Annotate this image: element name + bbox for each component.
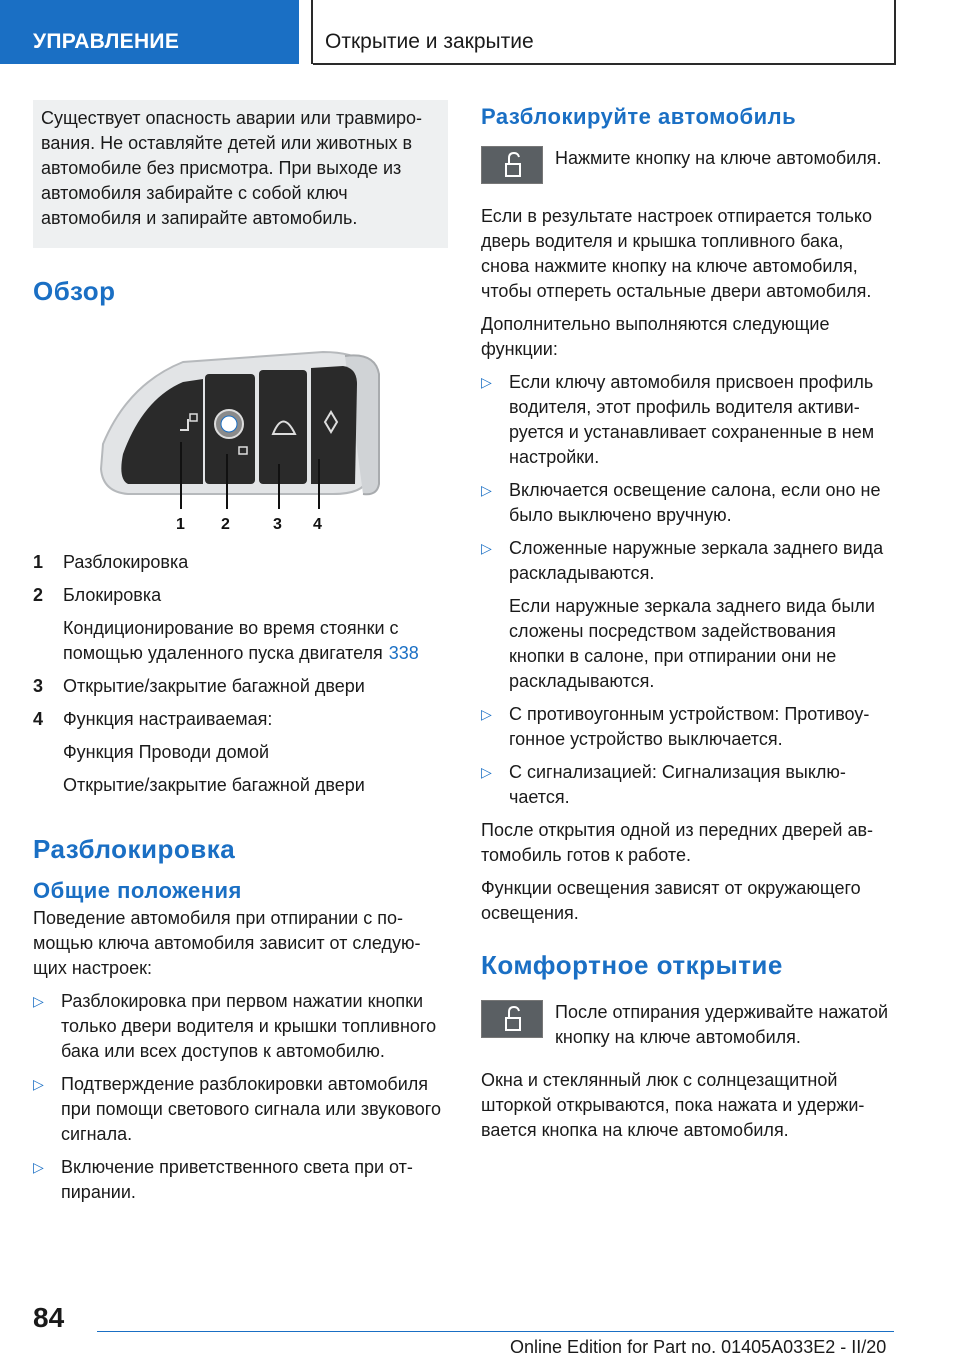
- legend-text: Открытие/закрытие багажной двери: [63, 775, 365, 795]
- header-divider: [311, 0, 313, 64]
- unlock-heading: Разблокировка: [33, 834, 236, 864]
- legend-text: Функция настраиваемая:: [63, 709, 273, 729]
- list-item: [33, 1072, 448, 1147]
- triangle-bullet-icon: ▷: [481, 706, 492, 722]
- callout-4: 4: [313, 516, 322, 533]
- triangle-bullet-icon: ▷: [481, 482, 492, 498]
- triangle-bullet-icon: ▷: [481, 540, 492, 556]
- comfort-button-row: [481, 1000, 896, 1050]
- comfort-p1: Окна и стеклянный люк с солнцезащитной шторкой открываются, пока нажата и удерживается кнопка на ключе автомобиля.: [481, 1070, 865, 1140]
- key-fob-illustration: [33, 344, 448, 534]
- legend-text: Блокировка: [63, 585, 162, 605]
- callout-3: 3: [273, 516, 282, 533]
- page-number: 84: [33, 1302, 65, 1333]
- section-title: УПРАВЛЕНИЕ: [33, 30, 180, 53]
- legend-num: 2: [33, 585, 44, 605]
- unlock-car-p2: Дополнительно выполняются следующие функции:: [481, 314, 830, 359]
- chapter-title: Открытие и закрытие: [325, 30, 534, 53]
- header-right-rule: [894, 0, 896, 65]
- unlock-intro: Поведение автомобиля при отпирании с помощью ключа автомобиля зависит от следующих настроек:: [33, 908, 421, 978]
- legend-num: 3: [33, 676, 44, 696]
- triangle-bullet-icon: ▷: [33, 1159, 44, 1175]
- list-item: [33, 989, 448, 1064]
- list-item-text: Сложенные наружные зеркала заднего вида раскладываются.: [509, 538, 884, 583]
- list-item: [481, 536, 896, 694]
- unlock-button-icon: [481, 146, 543, 184]
- comfort-heading: Комфортное открытие: [481, 950, 783, 980]
- warning-box: [33, 100, 448, 248]
- unlock-settings-list: [33, 989, 448, 1205]
- section-tab: [0, 0, 299, 64]
- legend-text: Кондиционирование во время стоянки с помощью удаленного пуска двигателя: [63, 618, 399, 663]
- list-item-text: Подтверждение разблокировки автомобиля при помощи светового сигнала или звукового сигнала.: [61, 1074, 441, 1144]
- triangle-bullet-icon: ▷: [481, 764, 492, 780]
- unlock-car-p1: Если в результате настроек отпирается только дверь водителя и крышка топливного бака, снова нажмите кнопку на ключе автомобиля, чтобы отпереть остальные двери автомобиля.: [481, 206, 873, 301]
- legend-num: 4: [33, 709, 44, 729]
- triangle-bullet-icon: ▷: [481, 374, 492, 390]
- list-item: [481, 370, 896, 470]
- unlock-functions-list: [481, 370, 896, 810]
- list-item-note: Если наружные зеркала заднего вида были сложены посредством задействования кнопки в салоне, при отпирании они не раскладываются.: [509, 596, 875, 691]
- key-legend: [33, 550, 448, 798]
- list-item: [33, 1155, 448, 1205]
- general-subheading: Общие положения: [33, 878, 242, 903]
- left-column: [33, 100, 448, 1213]
- list-item-text: Включается освещение салона, если оно не было выключено вручную.: [509, 480, 881, 525]
- legend-num: [33, 773, 63, 798]
- list-item-text: Если ключу автомобиля присвоен профиль водителя, этот профиль водителя активируется и устанавливает сохраненные в нем настройки.: [509, 372, 875, 467]
- callout-2: 2: [221, 516, 230, 533]
- comfort-button-text: После отпирания удерживайте нажатой кнопку на ключе автомобиля.: [555, 1002, 889, 1047]
- list-item-text: С противоугонным устройством: Противоугонное устройство выключается.: [509, 704, 870, 749]
- legend-text: Функция Проводи домой: [63, 742, 270, 762]
- triangle-bullet-icon: ▷: [33, 1076, 44, 1092]
- unlock-car-heading: Разблокируйте автомобиль: [481, 104, 797, 129]
- unlock-button-row: [481, 146, 896, 184]
- legend-item: [63, 616, 448, 666]
- edition-text: Online Edition for Part no. 01405A033E2 - II/20: [510, 1337, 887, 1357]
- unlock-button-icon: [481, 1000, 543, 1038]
- footer-rule: [97, 1331, 894, 1332]
- list-item: [481, 478, 896, 528]
- legend-text: Разблокировка: [63, 552, 189, 572]
- overview-heading: Обзор: [33, 276, 116, 306]
- unlock-car-p4: Функции освещения зависят от окружающего освещения.: [481, 878, 861, 923]
- right-column: [481, 100, 896, 1151]
- unlock-car-p3: После открытия одной из передних дверей автомобиль готов к работе.: [481, 820, 874, 865]
- unlock-button-text: Нажмите кнопку на ключе автомобиля.: [555, 148, 882, 168]
- list-item: [481, 760, 896, 810]
- legend-num: [33, 616, 63, 666]
- header-rule: [313, 63, 896, 65]
- legend-num: 1: [33, 552, 44, 572]
- warning-text: Существует опасность аварии или травмирования. Не оставляйте детей или животных в автомобиле без присмотра. При выходе из автомобиля забирайте с собой ключ автомобиля и запирайте автомобиль.: [41, 108, 423, 228]
- list-item: [481, 702, 896, 752]
- list-item-text: Разблокировка при первом нажатии кнопки только двери водителя и крышки топливного бака или всех доступов к автомобилю.: [61, 991, 437, 1061]
- page-ref-link[interactable]: 338: [388, 643, 419, 663]
- triangle-bullet-icon: ▷: [33, 993, 44, 1009]
- list-item-text: С сигнализацией: Сигнализация выключается.: [509, 762, 846, 807]
- key-fob-icon: [33, 344, 448, 534]
- callout-1: 1: [176, 516, 185, 533]
- legend-num: [33, 740, 63, 765]
- list-item-text: Включение приветственного света при отпирании.: [61, 1157, 413, 1202]
- legend-text: Открытие/закрытие багажной двери: [63, 676, 365, 696]
